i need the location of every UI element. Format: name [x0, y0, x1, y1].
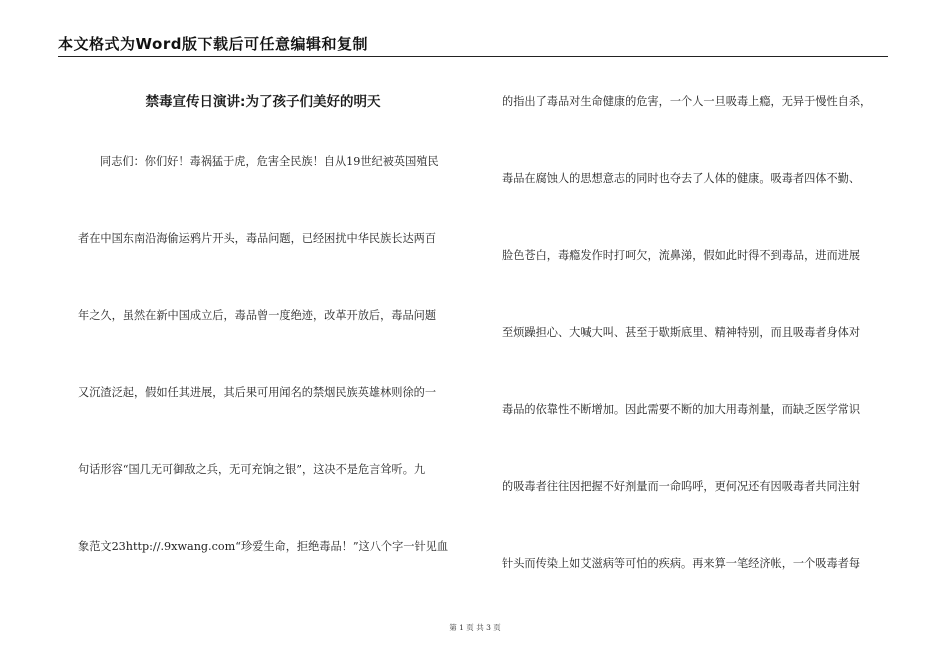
text-line: 毒品的依靠性不断增加。因此需要不断的加大用毒剂量，而缺乏医学常识	[502, 403, 861, 416]
text-line: 句话形容“国几无可御敌之兵，无可充饷之银”，这决不是危言耸听。九	[78, 463, 426, 476]
text-line: 至烦躁担心、大喊大叫、甚至于歇斯底里、精神特别，而且吸毒者身体对	[502, 326, 861, 339]
banner-text: 本文格式为Word版下载后可任意编辑和复制	[58, 35, 368, 53]
text-line: 年之久，虽然在新中国成立后，毒品曾一度绝迹，改革开放后，毒品问题	[78, 309, 437, 322]
banner-divider	[58, 56, 888, 57]
text-line: 又沉渣泛起，假如任其进展，其后果可用闻名的禁烟民族英雄林则徐的一	[78, 386, 437, 399]
left-column	[78, 84, 448, 557]
text-line: 毒品在腐蚀人的思想意志的同时也夺去了人体的健康。吸毒者四体不勤、	[502, 172, 861, 185]
text-line: 者在中国东南沿海偷运鸦片开头，毒品问题，已经困扰中华民族长达两百	[78, 232, 437, 245]
right-column	[502, 84, 887, 574]
text-line: 脸色苍白，毒瘾发作时打呵欠，流鼻涕，假如此时得不到毒品，进而进展	[502, 249, 861, 262]
document-title: 禁毒宣传日演讲:为了孩子们美好的明天	[145, 94, 381, 110]
text-line: 同志们：你们好！毒祸猛于虎，危害全民族！自从19世纪被英国殖民	[100, 155, 439, 168]
text-line: 针头而传染上如艾滋病等可怕的疾病。再来算一笔经济帐，一个吸毒者每	[502, 557, 861, 570]
page-indicator: 第 1 页 共 3 页	[449, 623, 501, 632]
text-line: 象范文23http://.9xwang.com“珍爱生命，拒绝毒品！”这八个字一针见血	[78, 540, 449, 553]
text-line: 的吸毒者往往因把握不好剂量而一命呜呼，更何况还有因吸毒者共同注射	[502, 480, 861, 493]
text-line: 的指出了毒品对生命健康的危害，一个人一旦吸毒上瘾，无异于慢性自杀，	[502, 95, 872, 108]
